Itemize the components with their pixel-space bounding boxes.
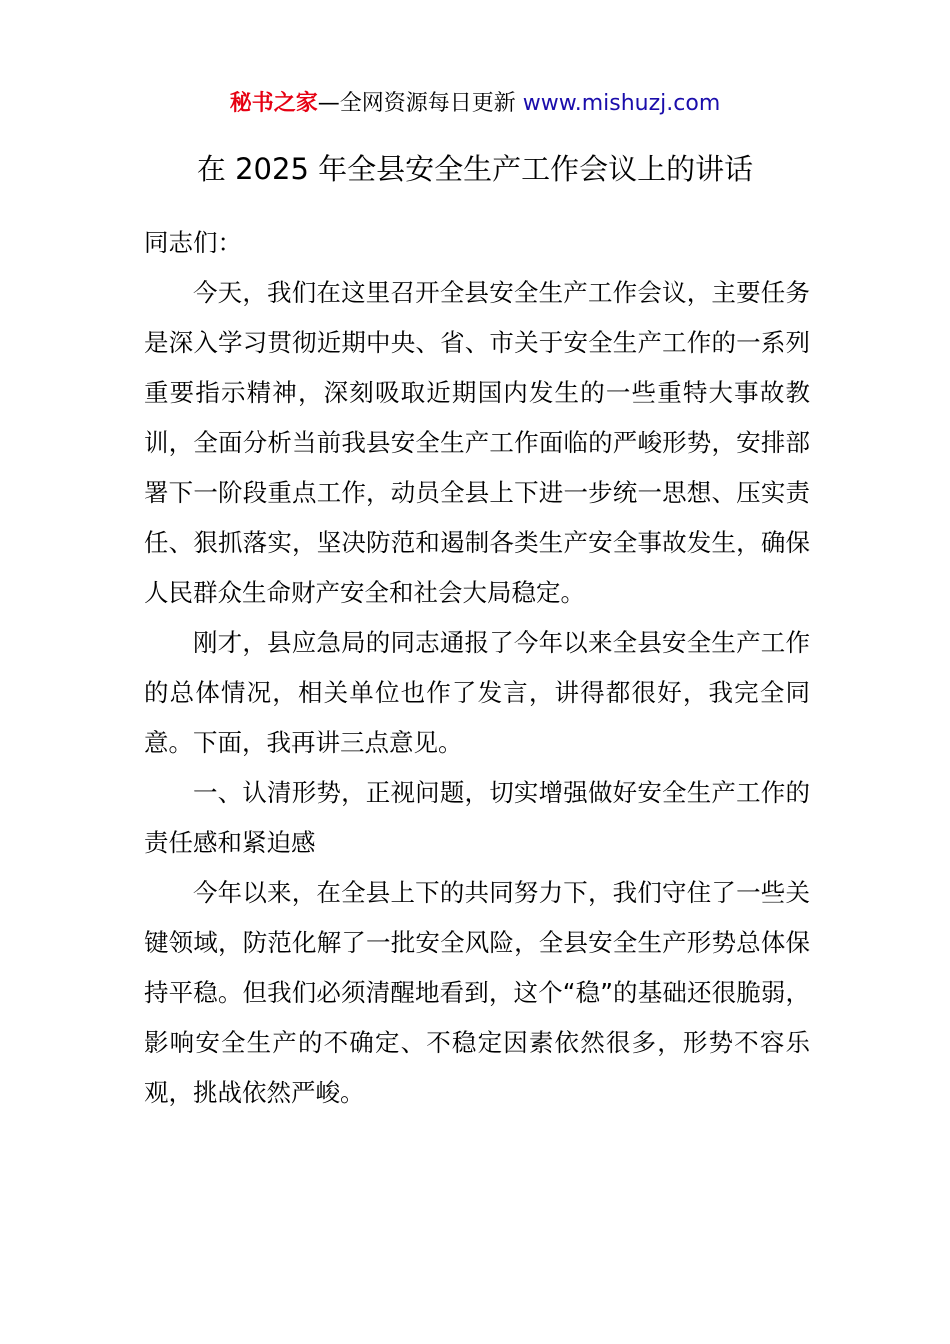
site-header bbox=[0, 86, 950, 122]
body-paragraph: 今天，我们在这里召开全县安全生产工作会议，主要任务是深入学习贯彻近期中央、省、市关于安全生产工作的一系列重要指示精神，深刻吸取近期国内发生的一些重特大事故教训，全面分析当前我县安全生产工作面临的严峻形势，安排部署下一阶段重点工作，动员全县上下进一步统一思想、压实责任、狠抓落实，坚决防范和遏制各类生产安全事故发生，确保人民群众生命财产安全和社会大局稳定。 bbox=[144, 278, 810, 607]
section-heading: 一、认清形势，正视问题，切实增强做好安全生产工作的责任感和紧迫感 bbox=[144, 778, 810, 857]
site-url-link[interactable]: www.mishuzj.com bbox=[522, 91, 721, 116]
document-body bbox=[144, 218, 810, 1118]
brand-name: 秘书之家 bbox=[229, 91, 318, 116]
document-title: 在 2025 年全县安全生产工作会议上的讲话 bbox=[196, 152, 754, 186]
body-paragraph: 今年以来，在全县上下的共同努力下，我们守住了一些关键领域，防范化解了一批安全风险，全县安全生产形势总体保持平稳。但我们必须清醒地看到，这个“稳”的基础还很脆弱，影响安全生产的不确定、不稳定因素依然很多，形势不容乐观，挑战依然严峻。 bbox=[144, 878, 810, 1107]
salutation: 同志们： bbox=[144, 228, 242, 257]
body-paragraph: 刚才，县应急局的同志通报了今年以来全县安全生产工作的总体情况，相关单位也作了发言，讲得都很好，我完全同意。下面，我再讲三点意见。 bbox=[144, 628, 810, 757]
header-tagline: —全网资源每日更新 bbox=[317, 91, 523, 116]
